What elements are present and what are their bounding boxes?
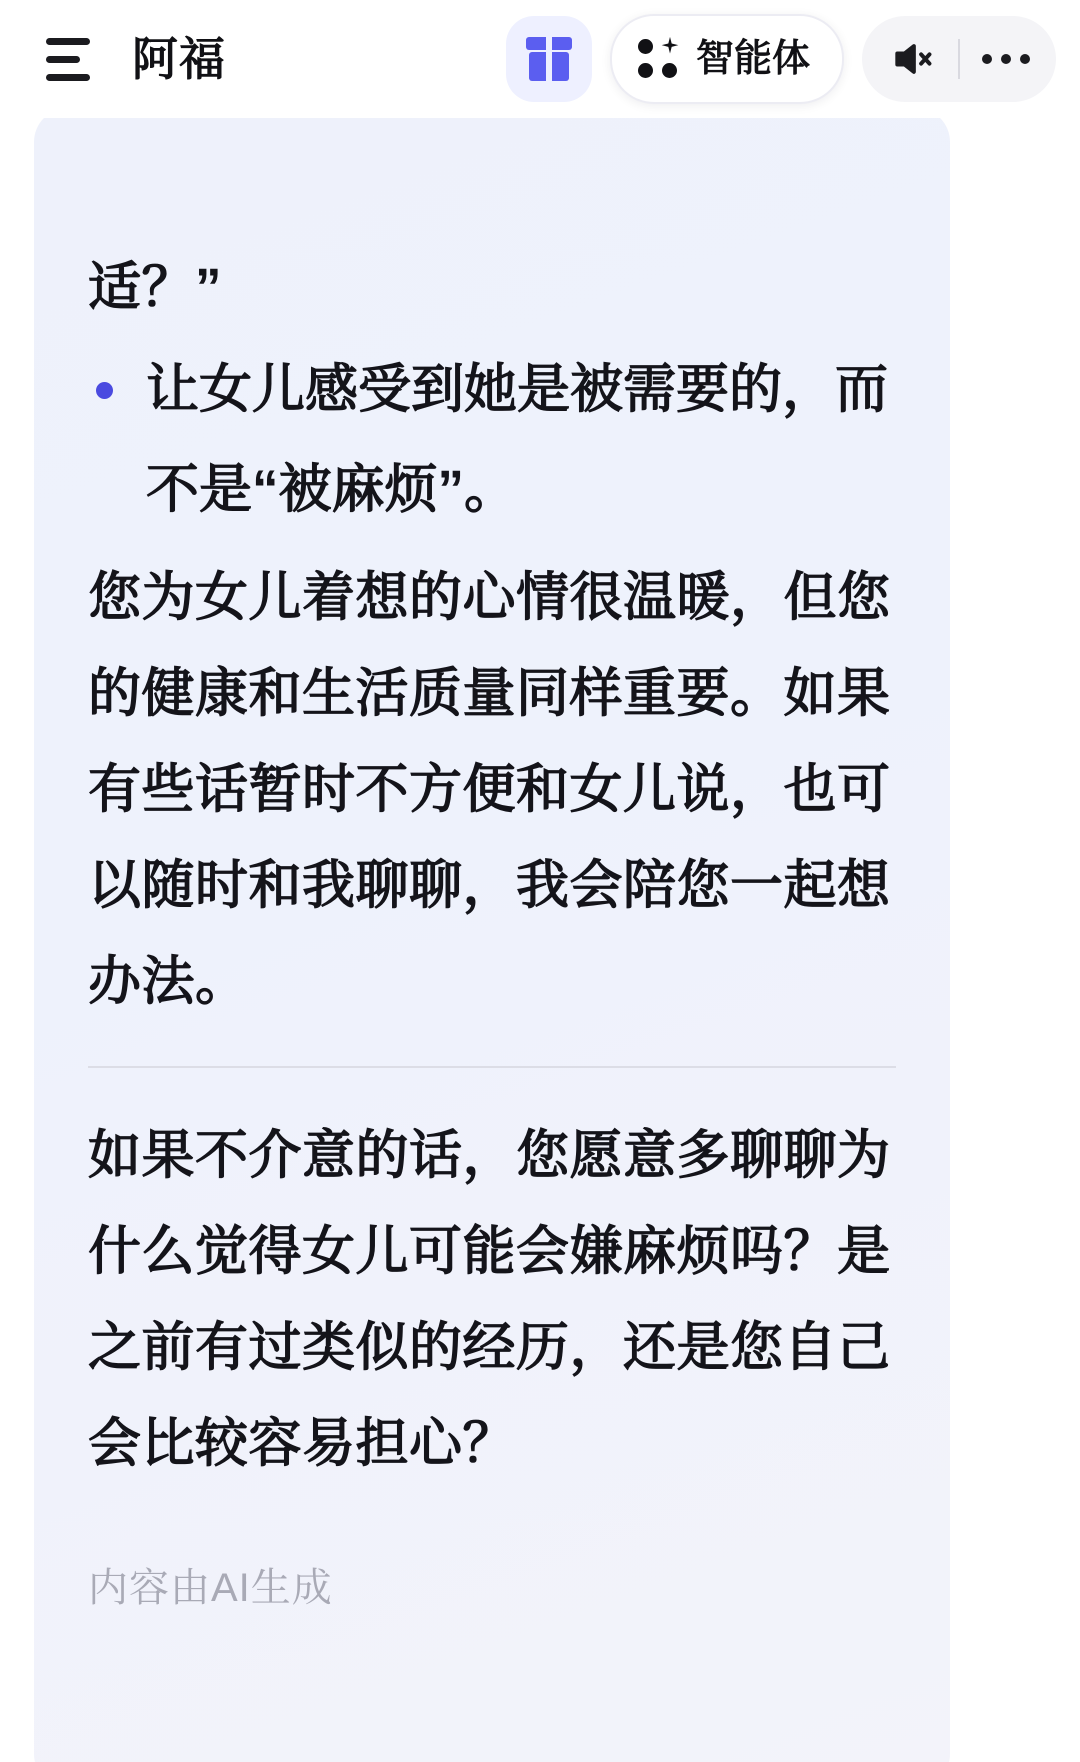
chat-scroll-area[interactable] [0, 118, 1080, 1762]
more-horizontal-icon[interactable] [982, 54, 1030, 64]
top-bar-utility-group [862, 16, 1056, 102]
speaker-muted-icon[interactable] [888, 37, 936, 81]
bullet-list [88, 340, 896, 540]
message-paragraph-1: 您为女儿着想的心情很温暖，但您的健康和生活质量同样重要。如果有些话暂时不方便和女儿说，也可以随时和我聊聊，我会陪您一起想办法。 [88, 568, 891, 1011]
clipped-line-continuation: 适？” [88, 258, 222, 317]
ai-generated-note: 内容由AI生成 [88, 1566, 333, 1610]
section-divider [88, 1066, 896, 1068]
toolbar-divider [958, 39, 960, 79]
clipped-text-top [88, 124, 896, 236]
agent-button[interactable] [610, 14, 844, 104]
sparkle-dots-icon [638, 37, 682, 81]
message-paragraph-2: 如果不介意的话，您愿意多聊聊为什么觉得女儿可能会嫌麻烦吗？是之前有过类似的经历，还是您自己会比较容易担心？ [88, 1126, 891, 1473]
hamburger-menu-icon[interactable] [46, 30, 104, 88]
gift-icon [526, 37, 572, 81]
list-item: 让女儿感受到她是被需要的，而不是“被麻烦”。 [88, 340, 896, 540]
assistant-message-bubble [34, 118, 950, 1762]
page-title: 阿福 [132, 33, 226, 85]
top-bar-actions [506, 14, 1056, 104]
clipped-line [88, 124, 896, 128]
top-app-bar [0, 0, 1080, 118]
gift-button[interactable] [506, 16, 592, 102]
agent-button-label: 智能体 [695, 38, 810, 80]
